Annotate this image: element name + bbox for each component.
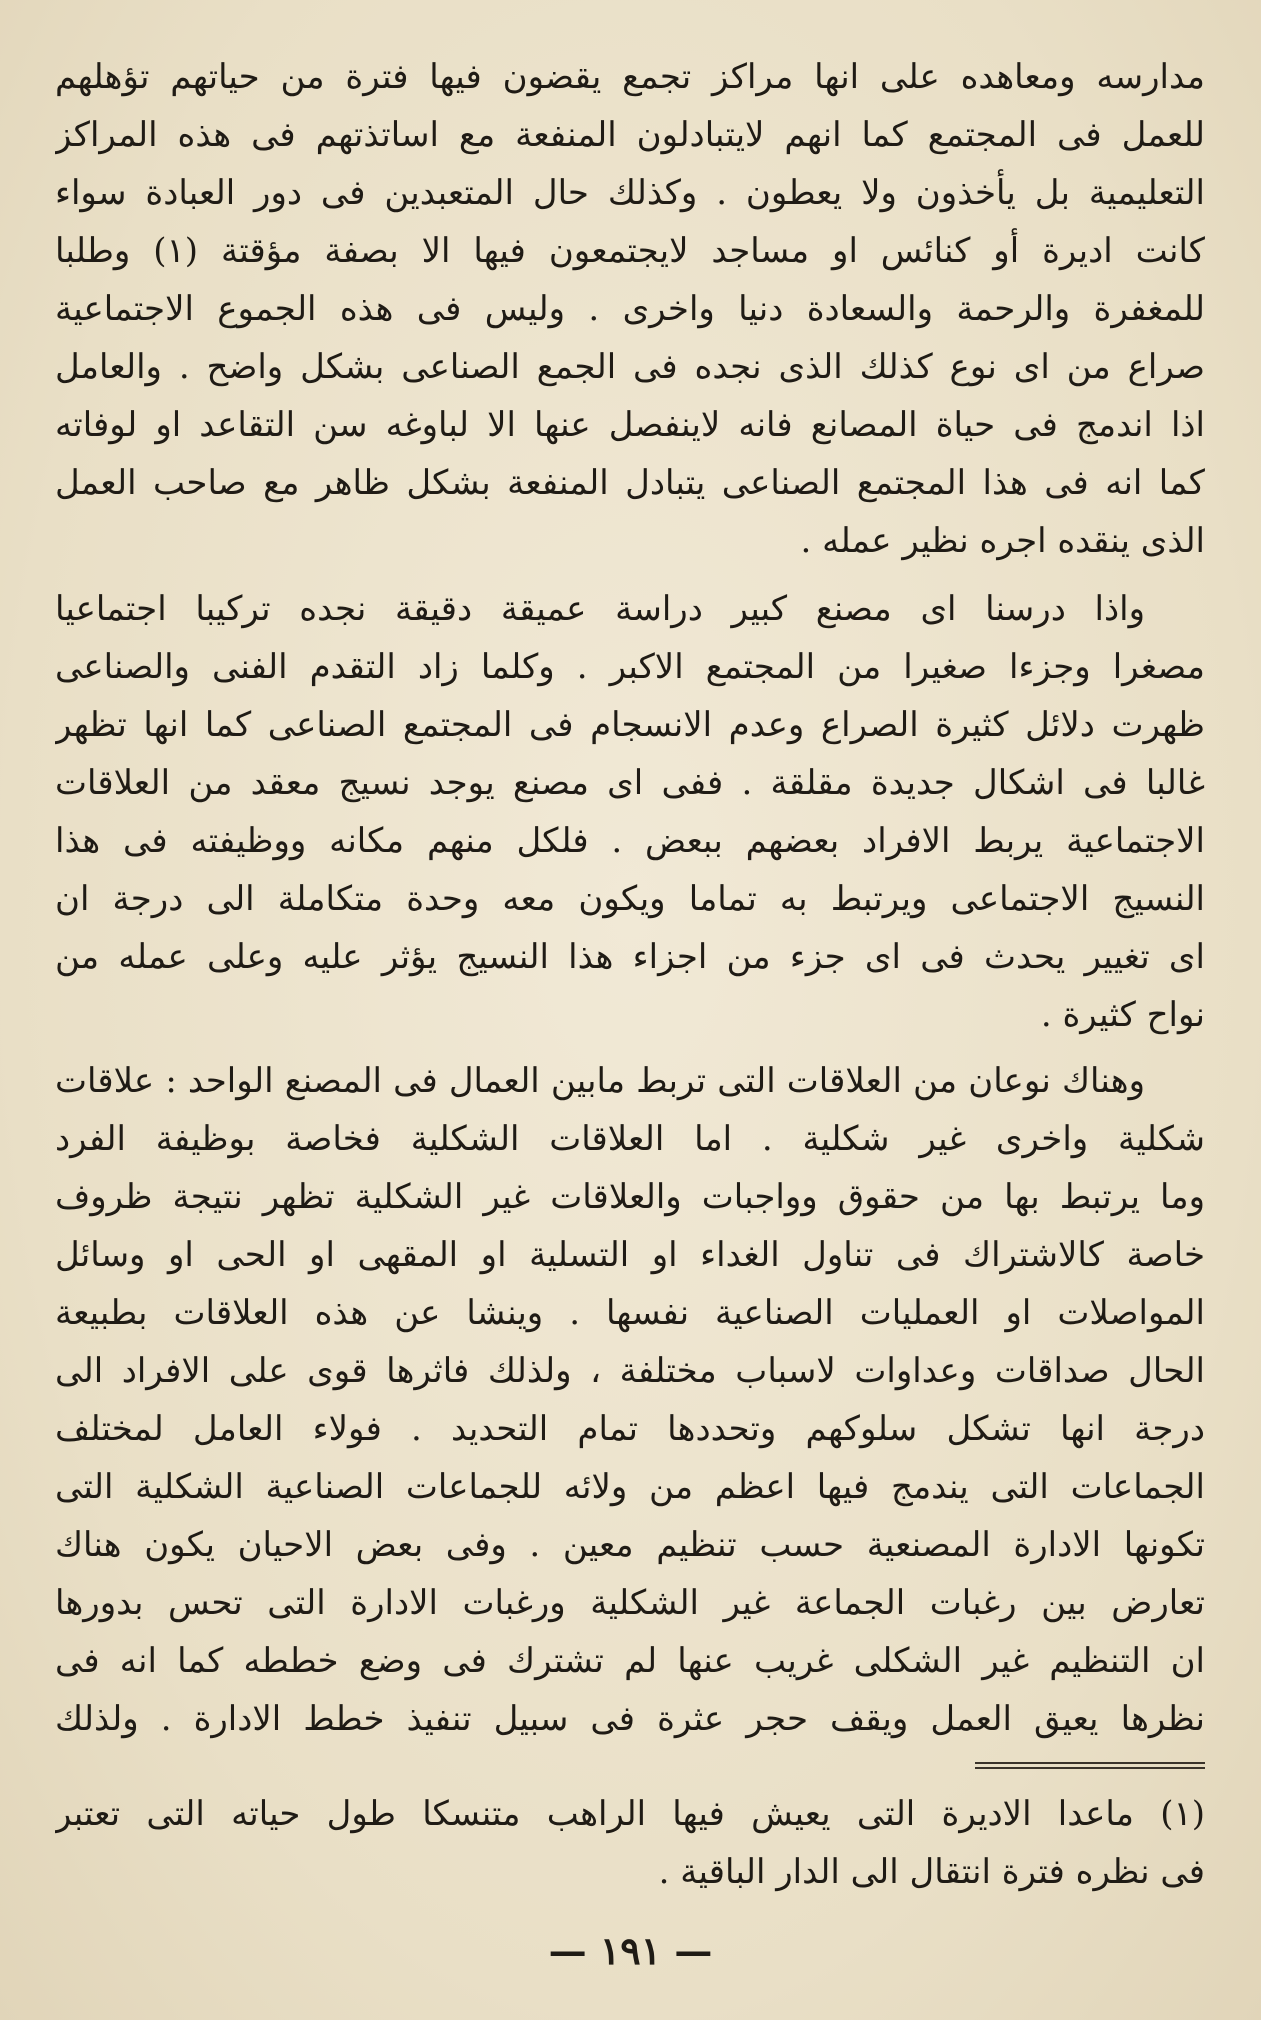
text-line: اى تغيير يحدث فى اى جزء من اجزاء هذا النسيج يؤثر عليه وعلى عمله من [55, 937, 1205, 977]
paragraph-1 [55, 48, 1205, 570]
text-line: صراع من اى نوع كذلك الذى نجده فى الجمع الصناعى بشكل واضح . والعامل [55, 347, 1205, 387]
paragraph-3 [55, 1052, 1205, 1748]
text-line: وما يرتبط بها من حقوق وواجبات والعلاقات غير الشكلية تظهر نتيجة ظروف [55, 1177, 1205, 1217]
text-line: الذى ينقده اجره نظير عمله . [800, 521, 1205, 561]
text-line: اذا اندمج فى حياة المصانع فانه لاينفصل عنها الا لباوغه سن التقاعد او لوفاته [55, 405, 1205, 445]
text-line: تعارض بين رغبات الجماعة غير الشكلية ورغبات الادارة التى تحس بدورها [55, 1583, 1205, 1623]
page-number: — ١٩١ — [548, 1928, 713, 1973]
paragraph-2 [55, 580, 1205, 1044]
text-line: وهناك نوعان من العلاقات التى تربط مابين العمال فى المصنع الواحد : علاقات [55, 1061, 1145, 1101]
text-line: خاصة كالاشتراك فى تناول الغداء او التسلية او المقهى او الحى او وسائل [55, 1235, 1205, 1275]
footnote [55, 1785, 1205, 1901]
text-line: ان التنظيم غير الشكلى غريب عنها لم تشترك فى وضع خططه كما انه فى [55, 1641, 1205, 1681]
footnote-line: (١) ماعدا الاديرة التى يعيش فيها الراهب متنسكا طول حياته التى تعتبر [55, 1794, 1205, 1834]
text-line: للمغفرة والرحمة والسعادة دنيا واخرى . وليس فى هذه الجموع الاجتماعية [55, 289, 1205, 329]
text-line: نظرها يعيق العمل ويقف حجر عثرة فى سبيل تنفيذ خطط الادارة . ولذلك [55, 1699, 1205, 1739]
text-line: درجة انها تشكل سلوكهم وتحددها تمام التحديد . فولاء العامل لمختلف [55, 1409, 1205, 1449]
text-line: مدارسه ومعاهده على انها مراكز تجمع يقضون فيها فترة من حياتهم تؤهلهم [55, 57, 1205, 97]
text-line: للعمل فى المجتمع كما انهم لايتبادلون المنفعة مع اساتذتهم فى هذه المراكز [55, 115, 1205, 155]
text-line: المواصلات او العمليات الصناعية نفسها . وينشا عن هذه العلاقات بطبيعة [55, 1293, 1205, 1333]
text-line: نواح كثيرة . [1040, 995, 1205, 1035]
text-line: تكونها الادارة المصنعية حسب تنظيم معين . وفى بعض الاحيان يكون هناك [55, 1525, 1205, 1565]
text-line: الحال صداقات وعداوات لاسباب مختلفة ، ولذلك فاثرها قوى على الافراد الى [55, 1351, 1205, 1391]
text-line: كما انه فى هذا المجتمع الصناعى يتبادل المنفعة بشكل ظاهر مع صاحب العمل [55, 463, 1205, 503]
text-line: شكلية واخرى غير شكلية . اما العلاقات الشكلية فخاصة بوظيفة الفرد [55, 1119, 1205, 1159]
text-line: كانت اديرة أو كنائس او مساجد لايجتمعون فيها الا بصفة مؤقتة (١) وطلبا [55, 231, 1205, 271]
text-line: الجماعات التى يندمج فيها اعظم من ولائه للجماعات الصناعية الشكلية التى [55, 1467, 1205, 1507]
text-line: التعليمية بل يأخذون ولا يعطون . وكذلك حال المتعبدين فى دور العبادة سواء [55, 173, 1205, 213]
footnote-line: فى نظره فترة انتقال الى الدار الباقية . [658, 1852, 1205, 1892]
text-line: غالبا فى اشكال جديدة مقلقة . ففى اى مصنع يوجد نسيج معقد من العلاقات [55, 763, 1205, 803]
text-line: الاجتماعية يربط الافراد بعضهم ببعض . فلكل منهم مكانه ووظيفته فى هذا [55, 821, 1205, 861]
footnote-separator [975, 1762, 1205, 1769]
text-line: مصغرا وجزءا صغيرا من المجتمع الاكبر . وكلما زاد التقدم الفنى والصناعى [55, 647, 1205, 687]
text-line: النسيج الاجتماعى ويرتبط به تماما ويكون معه وحدة متكاملة الى درجة ان [55, 879, 1205, 919]
text-line: ظهرت دلائل كثيرة الصراع وعدم الانسجام فى المجتمع الصناعى كما انها تظهر [55, 705, 1205, 745]
text-line: واذا درسنا اى مصنع كبير دراسة عميقة دقيقة نجده تركيبا اجتماعيا [55, 589, 1145, 629]
